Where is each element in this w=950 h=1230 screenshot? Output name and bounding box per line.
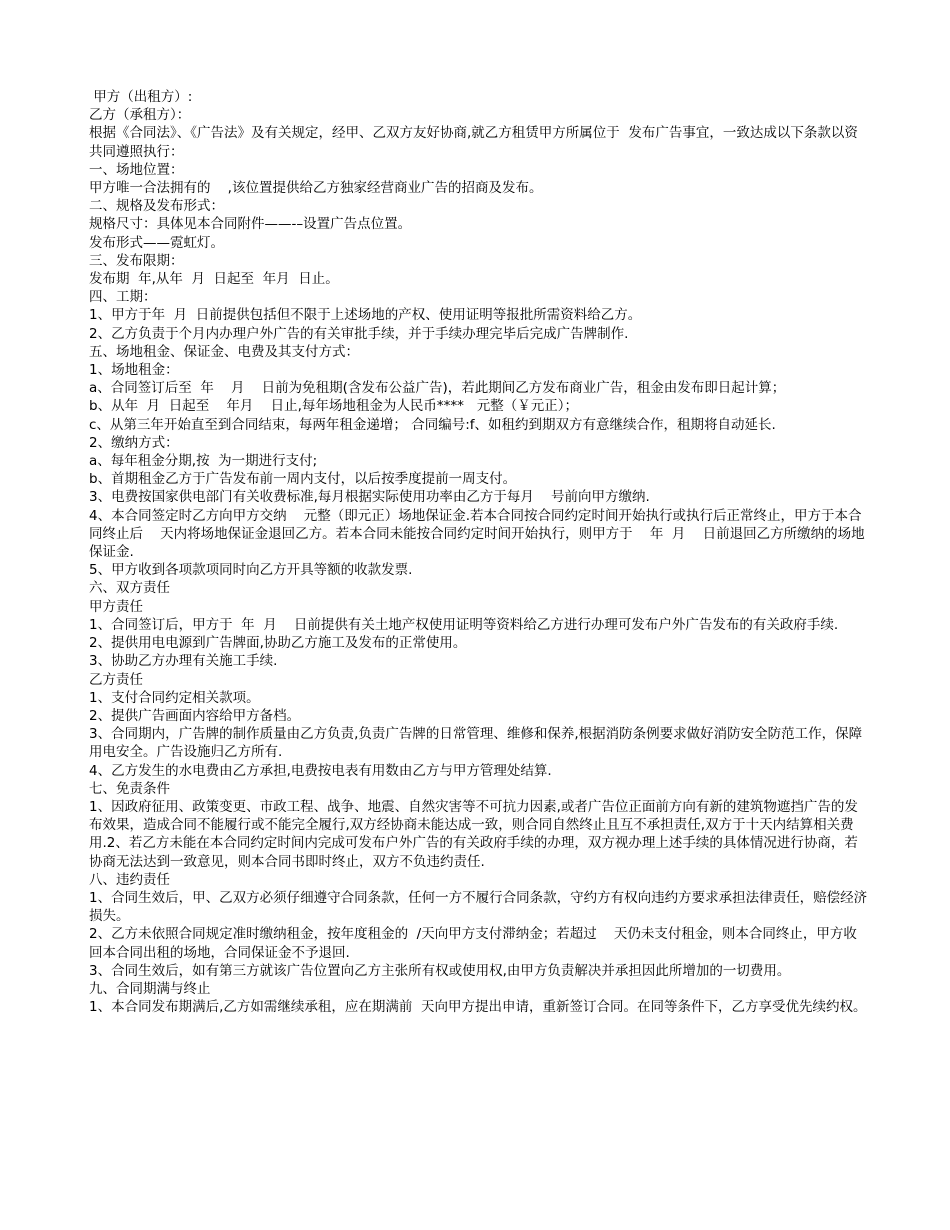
paragraph: 甲方唯一合法拥有的 ,该位置提供给乙方独家经营商业广告的招商及发布。 (89, 180, 543, 197)
paragraph: 5、甲方收到各项款项同时向乙方开具等额的收款发票. (89, 562, 413, 579)
paragraph: 3、合同生效后，如有第三方就该广告位置向乙方主张所有权或使用权,由甲方负责解决并承担因此所增加的一切费用。 (89, 962, 791, 979)
paragraph: 规格尺寸：具体见本合同附件——-–设置广告点位置。 (89, 216, 412, 233)
section-heading-5: 五、场地租金、保证金、电费及其支付方式： (89, 343, 359, 360)
section-heading-4: 四、工期： (89, 289, 157, 306)
section-heading-7: 七、免责条件 (89, 780, 170, 797)
subsection-heading: 甲方责任 (89, 598, 143, 615)
paragraph: 发布期 年,从年 月 日起至 年月 日止。 (89, 271, 339, 288)
paragraph: c、从第三年开始直至到合同结束，每两年租金递增； 合同编号:f、如租约到期双方有意继续合作，租期将自动延长. (89, 416, 776, 433)
paragraph: b、从年 月 日起至 年月 日止,每年场地租金为人民币**** 元整（￥元正）； (89, 398, 578, 415)
paragraph: 2、缴纳方式： (89, 434, 179, 451)
paragraph: 1、甲方于年 月 日前提供包括但不限于上述场地的产权、使用证明等报批所需资料给乙方。 (89, 307, 642, 324)
paragraph: a、合同签订后至 年 月 日前为免租期(含发布公益广告)，若此期间乙方发布商业广告，租金由发布即日起计算； (89, 380, 786, 397)
section-heading-9: 九、合同期满与终止 (89, 980, 211, 997)
paragraph: 3、协助乙方办理有关施工手续. (89, 653, 278, 670)
paragraph: 1、支付合同约定相关款项。 (89, 689, 260, 706)
paragraph: 4、本合同签定时乙方向甲方交纳 元整（即元正）场地保证金.若本合同按合同约定时间开始执行或执行后正常终止，甲方于本合同终止后 天内将场地保证金退回乙方。若本合同未能按合同约定时间开始执行，则甲方于 年 月 日前退回乙方所缴纳的场地保证金. (89, 507, 865, 561)
paragraph: 3、合同期内，广告牌的制作质量由乙方负责,负责广告牌的日常管理、维修和保养,根据消防条例要求做好消防安全防范工作，保障用电安全。广告设施归乙方所有. (89, 726, 863, 761)
paragraph: 1、场地租金： (89, 362, 179, 379)
contract-body (89, 88, 870, 1016)
section-heading-8: 八、违约责任 (89, 871, 170, 888)
party-b-line: 乙方（承租方）： (89, 107, 191, 124)
paragraph: 2、乙方负责于个月内办理户外广告的有关审批手续，并于手续办理完毕后完成广告牌制作. (89, 325, 629, 342)
paragraph: 1、合同生效后，甲、乙双方必须仔细遵守合同条款，任何一方不履行合同条款，守约方有权向违约方要求承担法律责任，赔偿经济损失。 (89, 889, 868, 925)
paragraph: a、每年租金分期,按 为一期进行支付; (89, 453, 318, 470)
paragraph: 发布形式——霓虹灯。 (89, 234, 224, 251)
paragraph: 1、因政府征用、政策变更、市政工程、战争、地震、自然灾害等不可抗力因素,或者广告位正面前方向有新的建筑物遮挡广告的发布效果，造成合同不能履行或不能完全履行,双方经协商未能达成一致，则合同自然终止且互不承担责任,双方于十天内结算相关费用.2、若乙方未能在本合同约定时间内完成可发布户外广告的有关政府手续的办理，双方视办理上述手续的具体情况进行协商，若协商无法达到一致意见，则本合同书即时终止，双方不负违约责任. (89, 798, 858, 870)
paragraph: 3、电费按国家供电部门有关收费标准,每月根据实际使用功率由乙方于每月 号前向甲方缴纳. (89, 489, 650, 506)
section-heading-3: 三、发布限期： (89, 252, 184, 269)
paragraph: 2、提供用电电源到广告牌面,协助乙方施工及发布的正常使用。 (89, 635, 467, 652)
paragraph: 1、本合同发布期满后,乙方如需继续承租，应在期满前 天向甲方提出申请，重新签订合同。在同等条件下，乙方享受优先续约权。 (89, 999, 867, 1016)
preamble-paragraph: 根据《合同法》、《广告法》及有关规定，经甲、乙双方友好协商,就乙方租赁甲方所属位于 发布广告事宜，一致达成以下条款以资共同遵照执行： (89, 125, 858, 160)
subsection-heading: 乙方责任 (89, 671, 143, 688)
paragraph: 4、乙方发生的水电费由乙方承担,电费按电表有用数由乙方与甲方管理处结算. (89, 762, 552, 779)
paragraph: 2、乙方未依照合同规定准时缴纳租金，按年度租金的 /天向甲方支付滞纳金；若超过 天仍未支付租金，则本合同终止，甲方收回本合同出租的场地，合同保证金不予退回. (89, 926, 857, 961)
party-a-line: 甲方（出租方）: (89, 89, 193, 105)
paragraph: 2、提供广告画面内容给甲方备档。 (89, 707, 301, 724)
section-heading-6: 六、双方责任 (89, 580, 170, 597)
section-heading-1: 一、场地位置： (89, 161, 184, 178)
paragraph: 1、合同签订后，甲方于 年 月 日前提供有关土地产权使用证明等资料给乙方进行办理可发布户外广告发布的有关政府手续. (89, 616, 839, 633)
paragraph: b、首期租金乙方于广告发布前一周内支付，以后按季度提前一周支付。 (89, 471, 517, 488)
section-heading-2: 二、规格及发布形式： (89, 198, 224, 215)
